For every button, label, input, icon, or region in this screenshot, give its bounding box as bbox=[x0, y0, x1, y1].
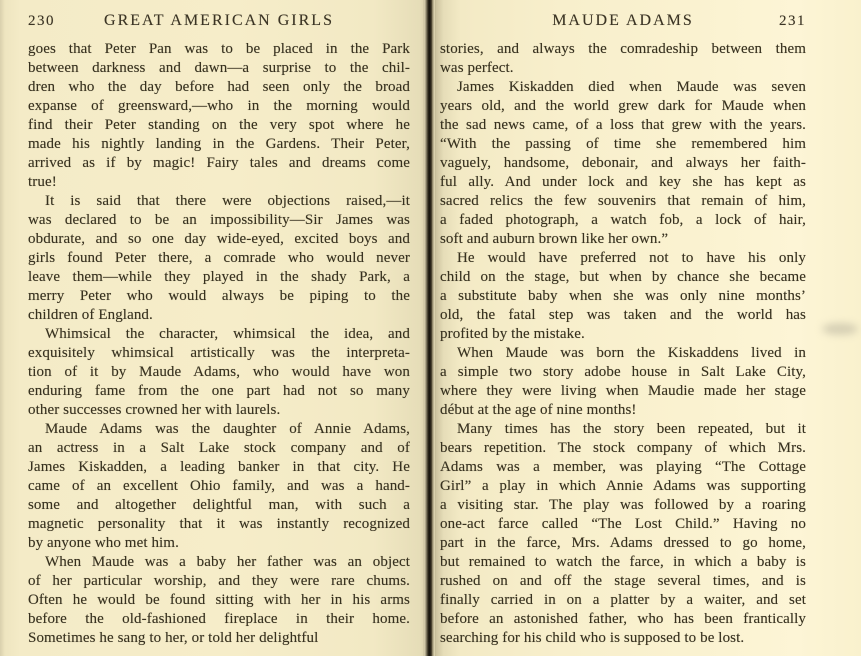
text-line: Sometimes he sang to her, or told her delightful bbox=[28, 630, 319, 646]
text-line: Often he would be found sitting with her in his arms bbox=[28, 592, 410, 608]
text-line: Whimsical the character, whimsical the idea, and bbox=[45, 326, 410, 342]
paragraph bbox=[28, 192, 410, 325]
text-line: soft and auburn brown like her own.” bbox=[440, 231, 669, 247]
text-line: When Maude was born the Kiskaddens lived in bbox=[457, 345, 806, 361]
text-line: leave them—while they played in the shady Park, a bbox=[28, 269, 410, 285]
text-line: He would have preferred not to have his only bbox=[457, 250, 806, 266]
text-line: profited by the mistake. bbox=[440, 326, 585, 342]
text-line: magnetic personality that it was instantly recognized bbox=[28, 516, 410, 532]
text-line: stories, and always the comradeship between them bbox=[440, 41, 806, 57]
text-line: Many times has the story been repeated, but it bbox=[457, 421, 806, 437]
text-line: merry Peter who would always be piping to the bbox=[28, 288, 410, 304]
right-page-column bbox=[440, 0, 806, 656]
text-line: by anyone who met him. bbox=[28, 535, 179, 551]
text-line: other successes crowned her with laurels. bbox=[28, 402, 281, 418]
paragraph bbox=[28, 420, 410, 553]
text-line: where they were living when Maudie made her stage bbox=[440, 383, 806, 399]
text-line: Girl” a play in which Annie Adams was supporting bbox=[440, 478, 806, 494]
text-line: a visiting star. The play was followed by a roaring bbox=[440, 497, 806, 513]
text-line: an actress in a Salt Lake stock company and of bbox=[28, 440, 410, 456]
left-page-number: 230 bbox=[28, 13, 55, 29]
right-page-text bbox=[440, 40, 806, 648]
text-line: years old, and the world grew dark for Maude when bbox=[440, 98, 806, 114]
text-line: goes that Peter Pan was to be placed in the Park bbox=[28, 41, 410, 57]
paragraph bbox=[440, 78, 806, 249]
text-line: tion of it by Maude Adams, who would have won bbox=[28, 364, 410, 380]
text-line: between darkness and dawn—a surprise to the chil- bbox=[28, 60, 410, 76]
text-line: of her particular worship, and they were rare chums. bbox=[28, 573, 410, 589]
text-line: before the old-fashioned fireplace in their home. bbox=[28, 611, 410, 627]
text-line: find their Peter standing on the very spot where he bbox=[28, 117, 410, 133]
paragraph bbox=[440, 249, 806, 344]
text-line: but remained to watch the farce, in which a baby is bbox=[440, 554, 806, 570]
text-line: one-act farce called “The Lost Child.” Having no bbox=[440, 516, 806, 532]
book-gutter bbox=[423, 0, 436, 656]
text-line: rushed on and off the stage several times, and is bbox=[440, 573, 806, 589]
text-line: sacred relics the few souvenirs that remain of him, bbox=[440, 193, 806, 209]
right-page-number: 231 bbox=[779, 13, 806, 29]
text-line: children of England. bbox=[28, 307, 153, 323]
text-line: came of an excellent Ohio family, and was a hand- bbox=[28, 478, 410, 494]
text-line: dren who the day before had seen only the broad bbox=[28, 79, 410, 95]
text-line: true! bbox=[28, 174, 57, 190]
right-page-header bbox=[440, 12, 806, 30]
text-line: before an astonished father, who has been frantically bbox=[440, 611, 806, 627]
right-running-title: MAUDE ADAMS bbox=[552, 12, 694, 29]
text-line: James Kiskadden died when Maude was seven bbox=[457, 79, 806, 95]
text-line: searching for his child who is supposed to be lost. bbox=[440, 630, 745, 646]
text-line: was perfect. bbox=[440, 60, 514, 76]
text-line: part in the farce, Mrs. Adams dressed to go home, bbox=[440, 535, 806, 551]
paragraph bbox=[440, 420, 806, 648]
text-line: arrived as if by magic! Fairy tales and dreams come bbox=[28, 155, 410, 171]
text-line: made his nightly landing in the Gardens. Their Peter, bbox=[28, 136, 410, 152]
paragraph bbox=[28, 325, 410, 420]
text-line: obdurate, and so one day wide-eyed, excited boys and bbox=[28, 231, 410, 247]
text-line: some and altogether delightful man, with such a bbox=[28, 497, 410, 513]
text-line: a substitute baby when she was only nine months’ bbox=[440, 288, 806, 304]
text-line: a faded photograph, a watch fob, a lock of hair, bbox=[440, 212, 806, 228]
text-line: Adams was a member, was playing “The Cottage bbox=[440, 459, 806, 475]
text-line: ful ally. And under lock and key she has kept as bbox=[440, 174, 806, 190]
text-line: the sad news came, of a loss that grew with the years. bbox=[440, 117, 806, 133]
text-line: expanse of greensward,—who in the morning would bbox=[28, 98, 410, 114]
text-line: When Maude was a baby her father was an object bbox=[45, 554, 410, 570]
text-line: child on the stage, but when by chance she became bbox=[440, 269, 806, 285]
left-running-title: GREAT AMERICAN GIRLS bbox=[104, 12, 334, 29]
paragraph bbox=[440, 40, 806, 78]
paragraph bbox=[28, 553, 410, 648]
paragraph bbox=[440, 344, 806, 420]
text-line: Maude Adams was the daughter of Annie Adams, bbox=[45, 421, 410, 437]
text-line: a simple two story adobe house in Salt Lake City, bbox=[440, 364, 806, 380]
text-line: bears repetition. The stock company of which Mrs. bbox=[440, 440, 806, 456]
left-page-text bbox=[28, 40, 410, 648]
text-line: début at the age of nine months! bbox=[440, 402, 637, 418]
text-line: It is said that there were objections raised,—it bbox=[45, 193, 410, 209]
text-line: exquisitely whimsical artistically was the interpreta- bbox=[28, 345, 410, 361]
text-line: old, the fatal step was taken and the world has bbox=[440, 307, 806, 323]
text-line: enduring fame from the one part had not so many bbox=[28, 383, 410, 399]
text-line: girls found Peter there, a comrade who would never bbox=[28, 250, 410, 266]
text-line: was declared to be an impossibility—Sir James was bbox=[28, 212, 410, 228]
text-line: James Kiskadden, a leading banker in that city. He bbox=[28, 459, 410, 475]
left-page-column bbox=[28, 0, 410, 656]
text-line: vaguely, handsome, debonair, and always her faith- bbox=[440, 155, 806, 171]
left-page bbox=[0, 0, 424, 656]
scan-smudge bbox=[822, 323, 858, 335]
text-line: “With the passing of time she remembered him bbox=[440, 136, 806, 152]
paragraph bbox=[28, 40, 410, 192]
right-page bbox=[435, 0, 861, 656]
left-page-header bbox=[28, 12, 410, 30]
text-line: finally carried in on a platter by a waiter, and set bbox=[440, 592, 806, 608]
